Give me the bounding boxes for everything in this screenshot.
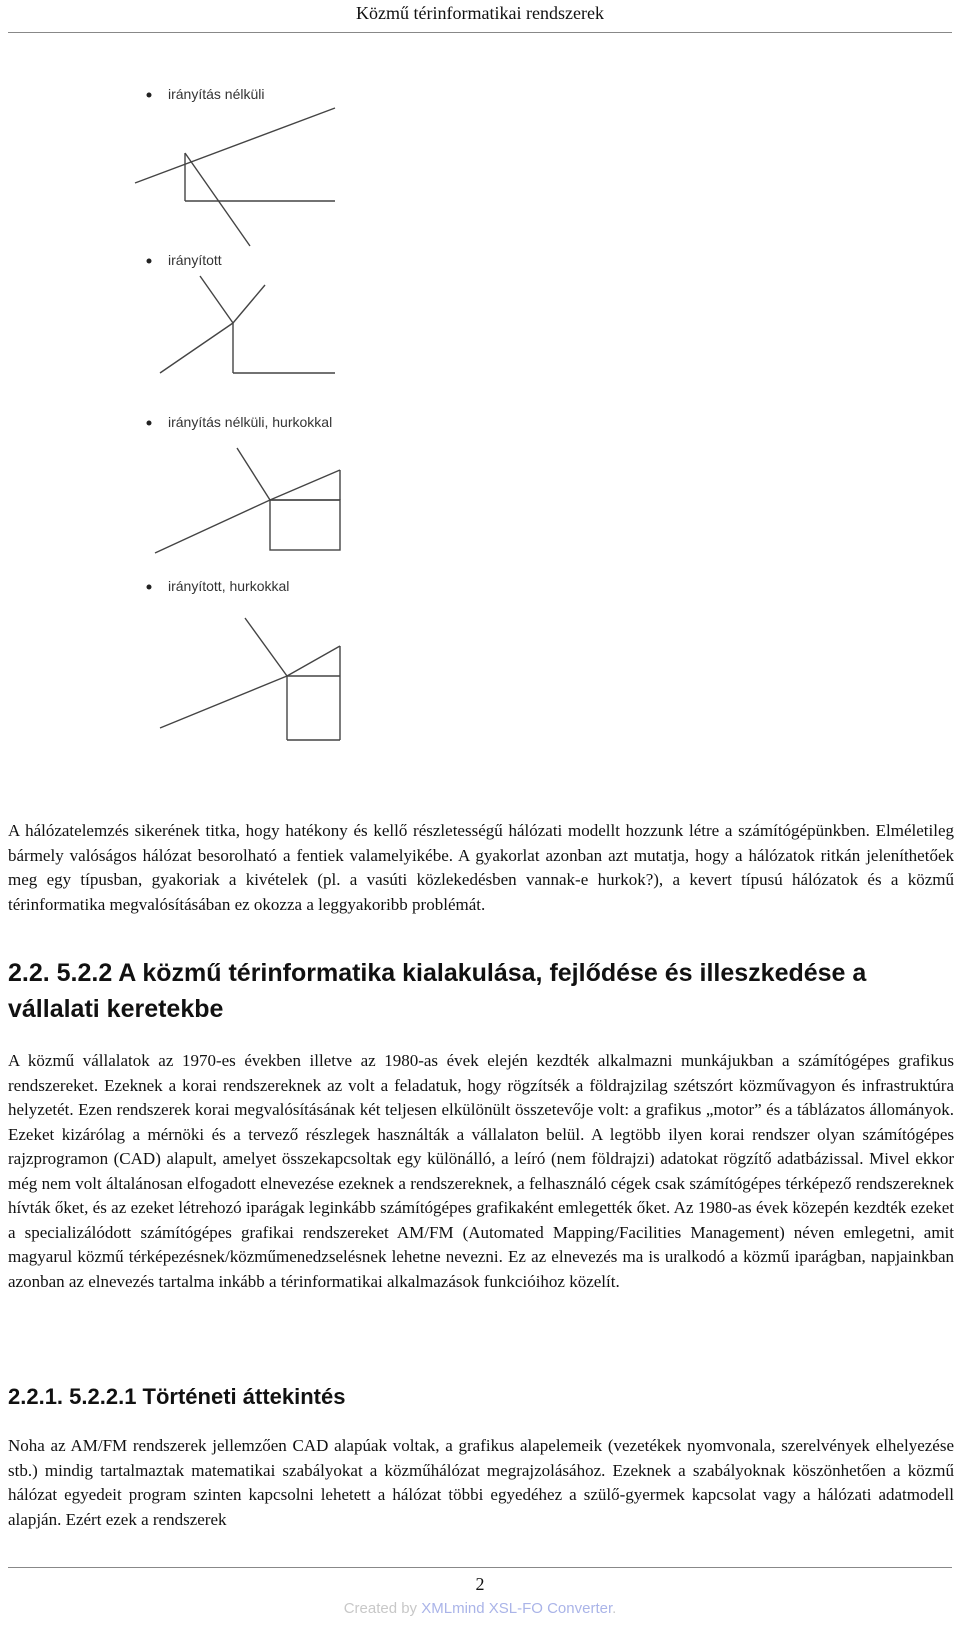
header-rule	[8, 32, 952, 33]
credit-prefix: Created by	[343, 1600, 422, 1617]
credit-brand-link[interactable]: XMLmind XSL-FO Converter	[421, 1600, 613, 1617]
bullet-icon	[147, 585, 152, 590]
converter-credit	[0, 1598, 960, 1620]
page-number: 2	[475, 1574, 485, 1594]
figure-label-undirected: irányítás nélküli	[168, 86, 265, 102]
directed-loops-drawing	[160, 618, 340, 740]
directed-network-drawing	[160, 276, 335, 373]
paragraph-amfm-rules: Noha az AM/FM rendszerek jellemzően CAD alapúak voltak, a grafikus alapelemeik (vezetékek nyomvonala, szerelvények elhelyezése stb.) mindig tartalmaztak matematikai szabályokat a közműhálózat megrajzolásához. Ezeknek a szabályoknak köszönhetően a közmű hálózat egyedeit program szinten kapcsolni lehetett a hálózat többi egyedéhez a szülő-gyermek kapcsolat vagy a hálózati adatmodell alapján. Ezért ezek a rendszerek	[8, 1436, 954, 1529]
undirected-loops-drawing	[155, 448, 340, 553]
header-title: Közmű térinformatikai rendszerek	[356, 3, 604, 23]
undirected-network-drawing	[135, 108, 335, 246]
bullet-icon	[147, 93, 152, 98]
bullet-icon	[147, 259, 152, 264]
bullet-icon	[147, 421, 152, 426]
network-types-diagram	[130, 68, 450, 778]
paragraph-history-systems: A közmű vállalatok az 1970-es években illetve az 1980-as évek elején kezdték alkalmazni munkájukban a számítógépes grafikus rendszereket. Ezeknek a korai rendszereknek az volt a feladatuk, hogy rögzítsék a földrajzilag szétszórt közművagyon és infrastruktúra helyzetét. Ezen rendszerek korai megvalósításának két teljesen elkülönült összetevője volt: a grafikus „motor” és a táblázatos állományok. Ezeket kizárólag a mérnöki és a tervező részlegek használták a vállalaton belül. A legtöbb ilyen korai rendszer olyan számítógépes rajzprogramon (CAD) alapult, amelyet összekapcsoltak egy különálló, a leíró (nem földrajzi) adatokat rögzítő adatbázissal. Mivel ekkor még nem volt általánosan elfogadott elnevezése ezeknek a rendszereknek, a felhasználó cégek csak számítógépes térképező rendszereknek hívták őket, és az ezeket létrehozó iparágak leginkább számítógépes grafikaként emlegették őket. Az 1980-as évek közepén kezdték ezeket a specializálódott számítógépes grafikai rendszereket AM/FM (Automated Mapping/Facilities Management) néven emlegetni, amit magyarul közmű térképezésnek/közműmenedzselésnek lehetne nevezni. Ez az elnevezés ma is uralkodó a közmű iparágban, napjainkban azonban az elnevezés tartalma inkább a térinformatikai alkalmazások funkcióihoz közelít.	[8, 1051, 954, 1291]
paragraph-network-modelling: A hálózatelemzés sikerének titka, hogy hatékony és kellő részletességű hálózati modellt hozzunk létre a számítógépünkben. Elméletileg bármely valóságos hálózat besorolható a fentiek valamelyikébe. A gyakorlat azonban azt mutatja, hogy a hálózatok ritkán jeleníthetőek meg egy típusban, gyakoriak a kivételek (pl. a vasúti közlekedésben vannak-e hurkok?), a kevert típusú hálózatok és a közmű térinformatika megvalósításában ez okozza a leggyakoribb problémát.	[8, 821, 954, 914]
network-types-figure	[130, 68, 450, 778]
subsection-heading: 2.2.1. 5.2.2.1 Történeti áttekintés	[8, 1384, 346, 1409]
figure-label-directed: irányított	[168, 252, 222, 268]
figure-label-undirected-loops: irányítás nélküli, hurkokkal	[168, 414, 333, 430]
footer-rule	[8, 1567, 952, 1568]
credit-suffix: .	[612, 1600, 617, 1617]
figure-label-directed-loops: irányított, hurkokkal	[168, 578, 290, 594]
section-heading: 2.2. 5.2.2 A közmű térinformatika kialakulása, fejlődése és illeszkedése a vállalati keretekbe	[8, 959, 867, 1023]
running-header	[0, 0, 960, 32]
